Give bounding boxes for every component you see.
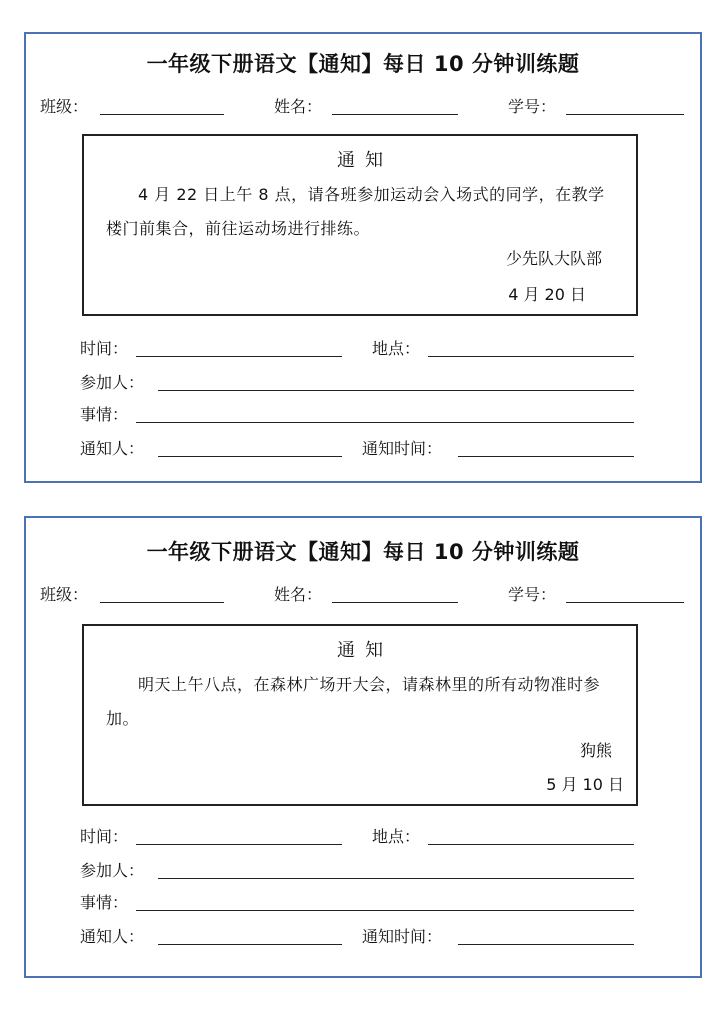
matter-row bbox=[80, 890, 660, 914]
student-id-input-line[interactable] bbox=[566, 602, 684, 603]
notice-heading: 通知 bbox=[337, 150, 393, 171]
matter-label: 事情： bbox=[80, 405, 129, 424]
name-input-line[interactable] bbox=[332, 602, 458, 603]
time-label: 时间： bbox=[80, 339, 129, 358]
place-input-line[interactable] bbox=[428, 356, 634, 357]
notifier-input-line[interactable] bbox=[158, 456, 342, 457]
name-label: 姓名： bbox=[274, 97, 323, 116]
class-label: 班级： bbox=[40, 97, 89, 116]
time-place-row bbox=[80, 336, 660, 360]
student-id-label: 学号： bbox=[508, 585, 557, 604]
student-id-label: 学号： bbox=[508, 97, 557, 116]
participants-label: 参加人： bbox=[80, 373, 145, 392]
time-input-line[interactable] bbox=[136, 356, 342, 357]
class-input-line[interactable] bbox=[100, 602, 224, 603]
notice-date: 4 月 20 日 bbox=[508, 285, 586, 304]
place-label: 地点： bbox=[372, 827, 421, 846]
matter-input-line[interactable] bbox=[136, 910, 634, 911]
notifier-row bbox=[80, 924, 660, 948]
class-label: 班级： bbox=[40, 585, 89, 604]
participants-label: 参加人： bbox=[80, 861, 145, 880]
student-info-row bbox=[26, 94, 700, 118]
worksheet-title: 一年级下册语文【通知】每日 10 分钟训练题 bbox=[146, 52, 580, 76]
notice-box bbox=[82, 134, 638, 316]
notifier-label: 通知人： bbox=[80, 439, 145, 458]
notifier-row bbox=[80, 436, 660, 460]
participants-row bbox=[80, 370, 660, 394]
notice-signer: 狗熊 bbox=[579, 741, 612, 760]
notifier-input-line[interactable] bbox=[158, 944, 342, 945]
worksheet-2 bbox=[24, 516, 702, 978]
place-input-line[interactable] bbox=[428, 844, 634, 845]
name-label: 姓名： bbox=[274, 585, 323, 604]
notifier-label: 通知人： bbox=[80, 927, 145, 946]
notice-date: 5 月 10 日 bbox=[546, 775, 624, 794]
worksheet-1 bbox=[24, 32, 702, 483]
matter-row bbox=[80, 402, 660, 426]
class-input-line[interactable] bbox=[100, 114, 224, 115]
notice-time-input-line[interactable] bbox=[458, 456, 634, 457]
time-input-line[interactable] bbox=[136, 844, 342, 845]
name-input-line[interactable] bbox=[332, 114, 458, 115]
notice-time-input-line[interactable] bbox=[458, 944, 634, 945]
matter-label: 事情： bbox=[80, 893, 129, 912]
student-info-row bbox=[26, 582, 700, 606]
time-label: 时间： bbox=[80, 827, 129, 846]
notice-box bbox=[82, 624, 638, 806]
worksheet-title: 一年级下册语文【通知】每日 10 分钟训练题 bbox=[146, 540, 580, 564]
matter-input-line[interactable] bbox=[136, 422, 634, 423]
notice-time-label: 通知时间： bbox=[362, 927, 443, 946]
time-place-row bbox=[80, 824, 660, 848]
student-id-input-line[interactable] bbox=[566, 114, 684, 115]
notice-signer: 少先队大队部 bbox=[505, 249, 602, 268]
notice-time-label: 通知时间： bbox=[362, 439, 443, 458]
place-label: 地点： bbox=[372, 339, 421, 358]
participants-row bbox=[80, 858, 660, 882]
notice-heading: 通知 bbox=[337, 640, 393, 661]
notice-body: 明天上午八点，在森林广场开大会，请森林里的所有动物准时参加。 bbox=[106, 675, 601, 728]
notice-body: 4 月 22 日上午 8 点，请各班参加运动会入场式的同学，在教学楼门前集合，前往运动场进行排练。 bbox=[106, 185, 605, 238]
participants-input-line[interactable] bbox=[158, 878, 634, 879]
participants-input-line[interactable] bbox=[158, 390, 634, 391]
